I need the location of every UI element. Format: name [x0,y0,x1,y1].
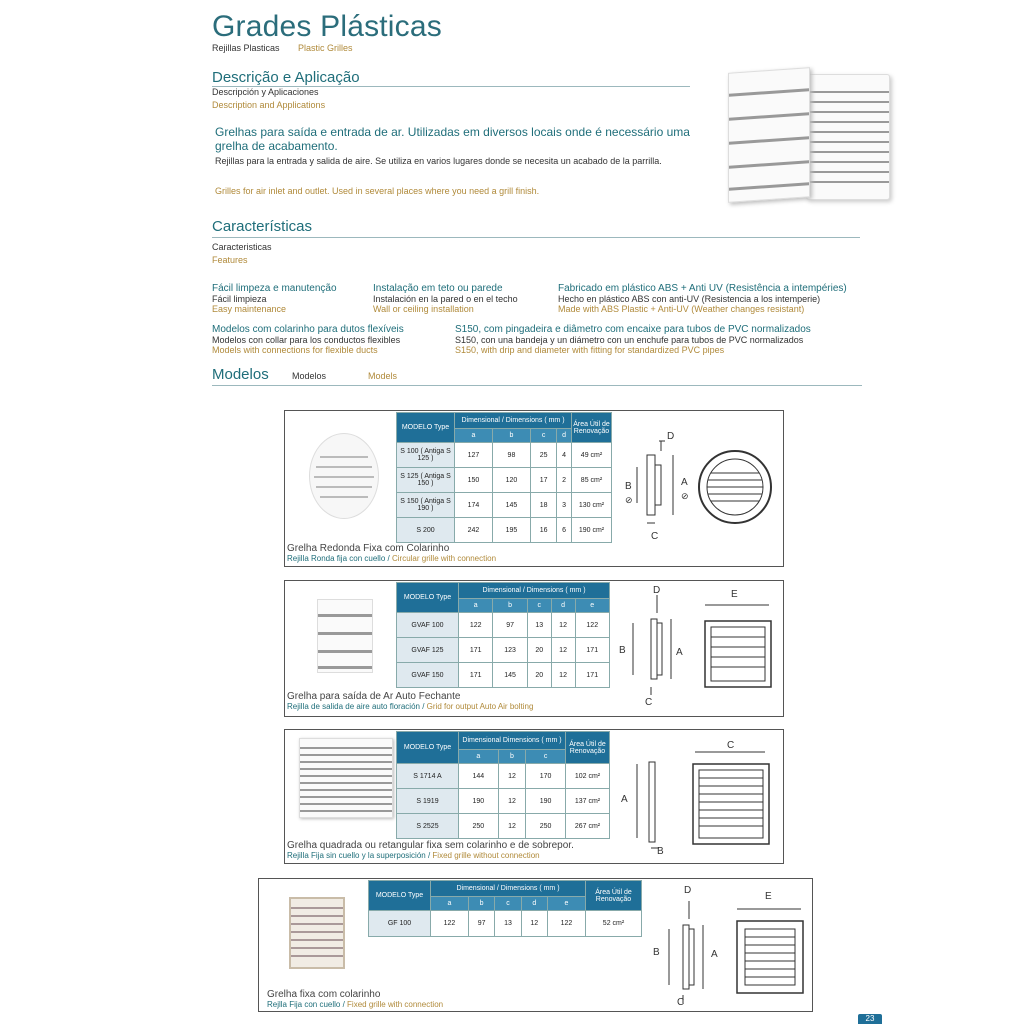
feature-item: Fabricado em plástico ABS + Anti UV (Resistência a intempéries) Hecho en plástico ABS con anti-UV (Resistencia a los intemperie) Made with ABS Plastic + Anti-UV (Weather changes resistant) [558,283,847,314]
feature-item: Instalação em teto ou parede Instalación en la pared o en el techo Wall or ceiling installation [373,283,518,314]
dim-label-c: C [677,997,685,1008]
dim-label-a: A [681,477,688,488]
product-caption-sub: Rejilla de salida de aire auto floración / Grid for output Auto Air bolting [287,702,534,711]
table-row: S 125 ( Antiga S 150 ) 150 120 17 2 85 cm² [397,468,612,493]
hero-product-photo [722,68,892,208]
features-heading-es: Caracteristicas [212,242,272,252]
description-heading-en: Description and Applications [212,100,326,110]
dim-label-a: A [621,794,628,805]
table-row: GF 100 122 97 13 12 122 52 cm² [369,911,642,937]
dim-label-c: C [651,531,659,542]
table-row: S 100 ( Antiga S 125 ) 127 98 25 4 49 cm² [397,443,612,468]
product-caption: Grelha fixa com colarinho [267,989,381,1000]
dim-label-d: D [684,885,692,896]
models-heading: Modelos [212,366,269,383]
dimension-drawing [615,427,780,547]
dim-label-e: E [731,589,738,600]
product-caption-sub: Rejilla Ronda fija con cuello / Circular grille with connection [287,554,497,563]
spec-table: MODELO Type Dimensional / Dimensions ( mm ) Área Útil de Renovação a b c d S 100 ( Antiga S 125 ) 127 98 25 4 49 cm² S 125 ( Antiga S 150 ) 150 120 17 2 85 cm² S 150 ( Antiga S 190 ) 174 145 18 3 130 cm² S 200 242 195 16 6 190 cm² [396,412,612,543]
dim-label-c: C [727,740,735,751]
dim-label-b: B [657,846,664,857]
features-divider [212,237,860,238]
models-heading-es: Modelos [292,371,327,381]
spec-table: MODELO Type Dimensional Dimensions ( mm ) Área Útil de Renovação a b c S 1714 A 144 12 170 102 cm² S 1919 190 12 190 137 cm² S 2525 250 12 250 267 cm² [396,731,610,839]
product-caption: Grelha para saída de Ar Auto Fechante [287,691,461,702]
dim-label-b: B [653,947,660,958]
subtitle-en: Plastic Grilles [298,43,353,53]
dimension-drawing [647,885,812,1009]
dimension-drawing [615,734,780,860]
product-caption-sub: Rejlla Fija con cuello / Fixed grille with connection [267,1000,444,1009]
features-heading: Características [212,218,313,235]
table-row: S 2525 250 12 250 267 cm² [397,814,610,839]
feature-item: Fácil limpeza e manutenção Fácil limpieza Easy maintenance [212,283,337,314]
subtitle-es: Rejillas Plasticas [212,43,280,53]
description-text-es: Rejillas para la entrada y salida de aire. Se utiliza en varios lugares donde se necesita un acabado de la parrilla. [215,156,662,166]
spec-table: MODELO Type Dimensional / Dimensions ( mm ) a b c d e GVAF 100 122 97 13 12 122 GVAF 125 171 123 20 12 171 GVAF 150 171 145 20 12 171 [396,582,610,688]
fixed-grille-photo [289,897,345,969]
feature-item: Modelos com colarinho para dutos flexíveis Modelos con collar para los conductos flexibles Models with connections for flexible ducts [212,324,404,355]
table-row: S 150 ( Antiga S 190 ) 174 145 18 3 130 cm² [397,493,612,518]
page-title: Grades Plásticas [212,10,442,43]
table-row: GVAF 100 122 97 13 12 122 [397,613,610,638]
dim-label-b: B [619,645,626,656]
table-row: S 1714 A 144 12 170 102 cm² [397,764,610,789]
round-grille-photo [309,433,379,519]
square-grille-photo [299,738,393,818]
diameter-symbol: ⊘ [681,491,689,501]
diameter-symbol: ⊘ [625,495,633,505]
description-heading: Descrição e Aplicação [212,69,360,86]
table-row: GVAF 125 171 123 20 12 171 [397,638,610,663]
table-row: S 1919 190 12 190 137 cm² [397,789,610,814]
features-heading-en: Features [212,255,248,265]
dim-label-a: A [711,949,718,960]
dim-label-b: B [625,481,632,492]
feature-item: S150, com pingadeira e diâmetro com encaixe para tubos de PVC normalizados S150, con una bandeja y un diámetro con un enchufe para tubos de PVC normalizados S150, with drip and diameter with fitting for standardized PVC pipes [455,324,811,355]
dim-label-d: D [667,431,675,442]
description-heading-es: Descripción y Aplicaciones [212,87,319,97]
table-row: S 200 242 195 16 6 190 cm² [397,518,612,543]
product-caption: Grelha quadrada ou retangular fixa sem colarinho e de sobrepor. [287,840,574,851]
models-heading-en: Models [368,371,398,381]
product-caption: Grelha Redonda Fixa com Colarinho [287,543,450,554]
description-text-en: Grilles for air inlet and outlet. Used in several places where you need a grill finish. [215,186,540,196]
dimension-drawing [615,587,780,711]
product-caption-sub: Rejilla Fija sin cuello y la superposición / Fixed grille without connection [287,851,540,860]
dim-label-c: C [645,697,653,708]
models-divider [212,385,862,386]
spec-table: MODELO Type Dimensional / Dimensions ( mm ) Área Útil de Renovação a b c d e GF 100 122 97 13 12 122 52 cm² [368,880,642,937]
page-number: 23 [858,1014,882,1024]
dim-label-a: A [676,647,683,658]
description-text-pt: Grelhas para saída e entrada de ar. Utilizadas em diversos locais onde é necessário uma grelha de acabamento. [215,125,690,153]
auto-close-grille-photo [317,599,373,673]
dim-label-e: E [765,891,772,902]
dim-label-d: D [653,585,661,596]
table-row: GVAF 150 171 145 20 12 171 [397,663,610,688]
